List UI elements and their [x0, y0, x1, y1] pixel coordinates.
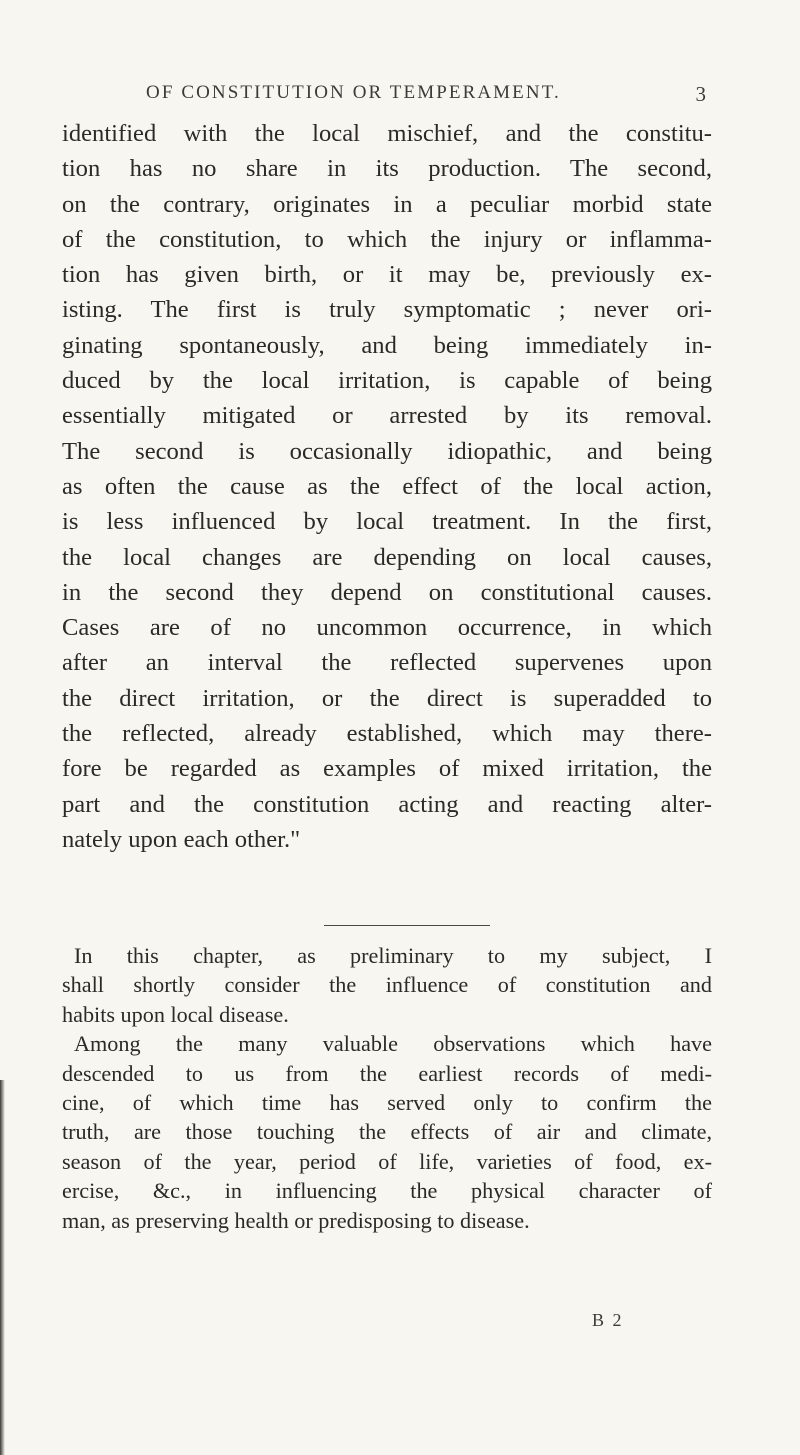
text-line: the local changes are depending on local causes,: [62, 543, 712, 571]
text-line: fore be regarded as examples of mixed irritation, the: [62, 755, 712, 783]
text-line: is less influenced by local treatment. In the first,: [62, 508, 712, 536]
text-line: on the contrary, originates in a peculiar morbid state: [62, 190, 712, 218]
text-line: man, as preserving health or predisposing to disease.: [62, 1207, 530, 1233]
text-line: as often the cause as the effect of the local action,: [62, 472, 712, 500]
text-line: tion has given birth, or it may be, previously ex-: [62, 261, 712, 289]
running-head: [146, 82, 706, 112]
section-divider: [324, 925, 490, 926]
text-line: part and the constitution acting and reacting alter-: [62, 790, 712, 818]
text-line: ercise, &c., in influencing the physical character of: [62, 1178, 712, 1204]
quoted-passage: [62, 116, 712, 857]
text-line: truth, are those touching the effects of air and climate,: [62, 1119, 712, 1145]
text-line: in the second they depend on constitutional causes.: [62, 578, 712, 606]
text-line: after an interval the reflected supervenes upon: [62, 649, 712, 677]
text-line: In this chapter, as preliminary to my subject, I: [74, 943, 712, 968]
text-line: The second is occasionally idiopathic, and being: [62, 437, 712, 465]
text-line: identified with the local mischief, and the constitu-: [62, 120, 712, 147]
running-title: OF CONSTITUTION OR TEMPERAMENT.: [146, 82, 561, 103]
signature-mark: B 2: [592, 1310, 624, 1330]
text-line: shall shortly consider the influence of constitution and: [62, 972, 712, 998]
text-line: cine, of which time has served only to confirm the: [62, 1090, 712, 1116]
text-line: descended to us from the earliest records of medi-: [62, 1060, 712, 1086]
text-line: the reflected, already established, which may there-: [62, 720, 712, 748]
text-line: season of the year, period of life, varieties of food, ex-: [62, 1148, 712, 1174]
text-line: Among the many valuable observations which have: [74, 1031, 712, 1057]
text-line: nately upon each other.": [62, 825, 301, 853]
text-line: ginating spontaneously, and being immediately in-: [62, 331, 712, 359]
page-number: 3: [695, 82, 706, 106]
text-line: habits upon local disease.: [62, 1001, 289, 1027]
page-edge-shadow: [0, 1080, 5, 1455]
text-line: essentially mitigated or arrested by its removal.: [62, 402, 712, 430]
text-line: Cases are of no uncommon occurrence, in which: [62, 614, 712, 642]
text-line: tion has no share in its production. The second,: [62, 155, 712, 183]
chapter-text: [62, 941, 712, 1235]
text-line: the direct irritation, or the direct is superadded to: [62, 684, 712, 712]
text-line: isting. The first is truly symptomatic ; never ori-: [62, 296, 712, 324]
text-line: of the constitution, to which the injury or inflamma-: [62, 225, 712, 253]
text-line: duced by the local irritation, is capable of being: [62, 367, 712, 395]
